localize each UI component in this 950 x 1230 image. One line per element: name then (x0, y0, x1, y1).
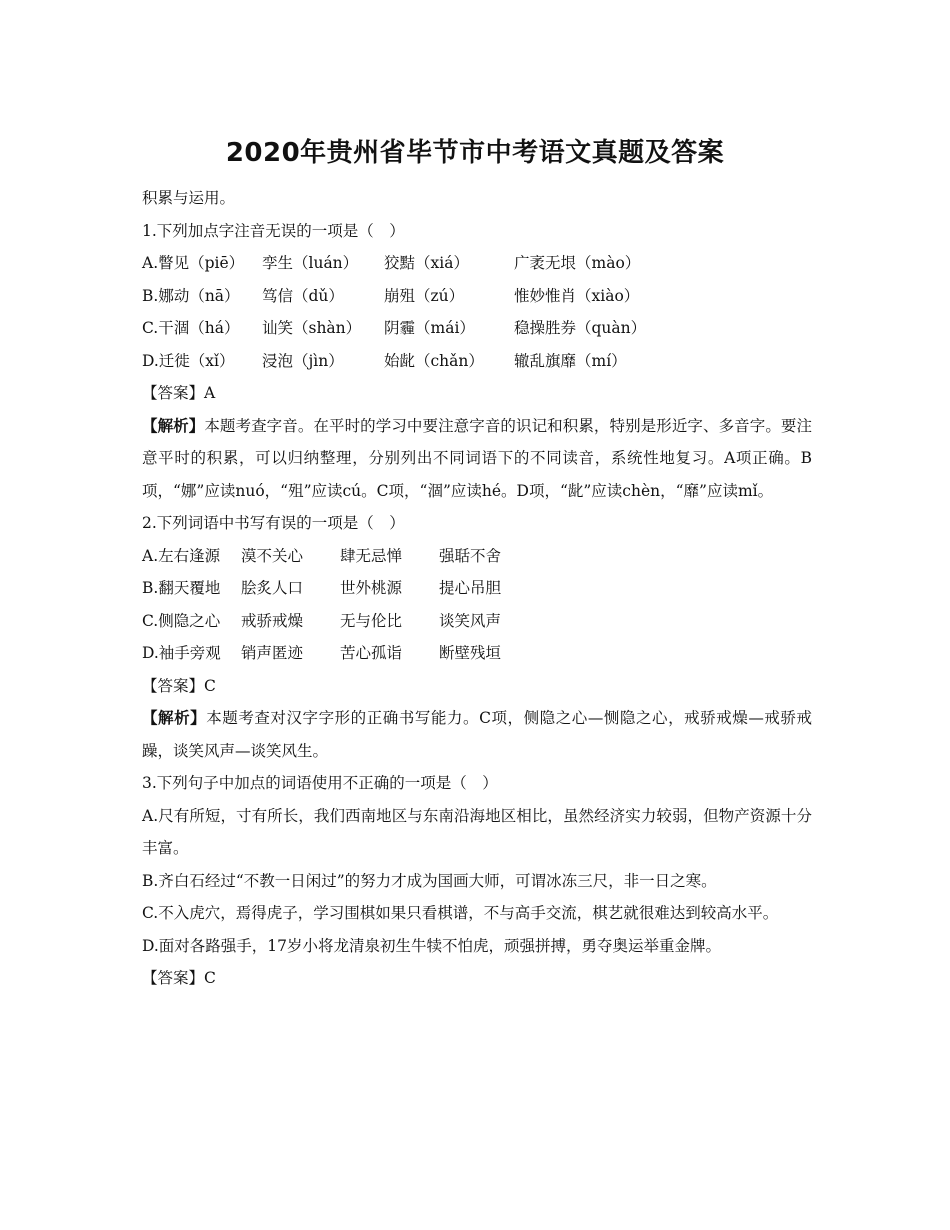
q1-d-3: 始龀（chǎn） (384, 351, 484, 370)
q1-option-d (142, 345, 812, 378)
answer-mark: 【答案】 (142, 969, 205, 987)
q2-analysis-text: 本题考查对汉字字形的正确书写能力。C项，侧隐之心—恻隐之心，戒骄戒燥—戒骄戒躁，谈笑风声—谈笑风生。 (142, 709, 812, 760)
q1-option-b (142, 280, 812, 313)
q1-a-1: A.瞥见（piē） (142, 254, 245, 272)
document-body (142, 182, 812, 995)
q2-answer-value: C (204, 676, 216, 695)
q2-answer (142, 670, 812, 703)
q1-stem: 1.下列加点字注音无误的一项是（ ） (142, 221, 405, 240)
q3-answer-value: C (204, 969, 216, 987)
q3-answer (142, 962, 812, 995)
q2-a-2: 漠不关心 (241, 546, 304, 565)
section-heading: 积累与运用。 (142, 189, 236, 207)
q3-option-b: B.齐白石经过“不教一日闲过”的努力才成为国画大师，可谓冰冻三尺，非一日之寒。 (142, 871, 717, 890)
q1-a-3: 狡黠（xiá） (384, 254, 469, 272)
q1-answer (142, 377, 812, 410)
analysis-mark: 【解析】 (142, 415, 205, 435)
q1-option-a (142, 247, 812, 280)
q1-d-2: 浸泡（jìn） (262, 351, 344, 370)
answer-mark: 【答案】 (142, 676, 205, 695)
q2-option-d (142, 637, 812, 670)
q1-b-3: 崩殂（zú） (384, 286, 465, 305)
document-title: 2020年贵州省毕节市中考语文真题及答案 (225, 138, 725, 168)
q2-d-3: 苦心孤诣 (340, 644, 403, 662)
q2-a-1: A.左右逢源 (142, 546, 221, 565)
q3-option-a: A.尺有所短，寸有所长，我们西南地区与东南沿海地区相比，虽然经济实力较弱，但物产资源十分丰富。 (142, 806, 812, 857)
q2-a-4: 强聒不舍 (439, 546, 502, 565)
q2-c-3: 无与伦比 (340, 611, 403, 630)
q1-c-1: C.干涸（há） (142, 319, 240, 337)
q2-c-4: 谈笑风声 (439, 611, 502, 630)
q2-c-2: 戒骄戒燥 (241, 611, 304, 630)
q1-a-4: 广袤无垠（mào） (514, 254, 641, 272)
q2-stem: 2.下列词语中书写有误的一项是（ ） (142, 514, 405, 532)
q2-option-c (142, 605, 812, 638)
answer-mark: 【答案】 (142, 384, 205, 402)
q1-option-c (142, 312, 812, 345)
q3-stem: 3.下列句子中加点的词语使用不正确的一项是（ ） (142, 774, 498, 792)
q1-c-4: 稳操胜券（quàn） (514, 319, 647, 337)
q2-analysis (142, 702, 812, 767)
q2-option-a (142, 540, 812, 573)
q2-b-2: 脍炙人口 (241, 579, 304, 597)
q1-a-2: 孪生（luán） (262, 254, 359, 272)
q1-b-4: 惟妙惟肖（xiào） (514, 286, 640, 305)
q1-d-4: 辙乱旗靡（mí） (514, 351, 627, 370)
q3-option-c: C.不入虎穴，焉得虎子，学习围棋如果只看棋谱，不与高手交流，棋艺就很难达到较高水平。 (142, 904, 779, 922)
q1-analysis (142, 410, 812, 508)
q2-b-4: 提心吊胆 (439, 579, 502, 597)
analysis-mark: 【解析】 (142, 708, 207, 727)
q2-d-1: D.袖手旁观 (142, 644, 221, 662)
q2-d-2: 销声匿迹 (241, 644, 304, 662)
q2-b-1: B.翻天覆地 (142, 579, 221, 597)
q2-option-b (142, 572, 812, 605)
q2-b-3: 世外桃源 (340, 579, 403, 597)
q2-d-4: 断壁残垣 (439, 644, 502, 662)
q1-d-1: D.迁徙（xǐ） (142, 351, 235, 370)
q1-b-2: 笃信（dǔ） (262, 286, 344, 305)
q1-analysis-text: 本题考查字音。在平时的学习中要注意字音的识记和积累，特别是形近字、多音字。要注意平时的积累，可以归纳整理，分别列出不同词语下的不同读音，系统性地复习。A项正确。B项，“娜”应读nuó，“殂”应读cú。C项，“涸”应读hé。D项，“龀”应读chèn，“靡”应读mǐ。 (142, 416, 812, 500)
q1-c-2: 讪笑（shàn） (262, 319, 362, 337)
q1-b-1: B.娜动（nā） (142, 286, 240, 305)
q1-answer-value: A (204, 384, 216, 402)
q1-c-3: 阴霾（mái） (384, 319, 475, 337)
q3-option-d: D.面对各路强手，17岁小将龙清泉初生牛犊不怕虎，顽强拼搏，勇夺奥运举重金牌。 (142, 936, 722, 955)
q2-c-1: C.侧隐之心 (142, 611, 221, 630)
q2-a-3: 肆无忌惮 (340, 546, 403, 565)
